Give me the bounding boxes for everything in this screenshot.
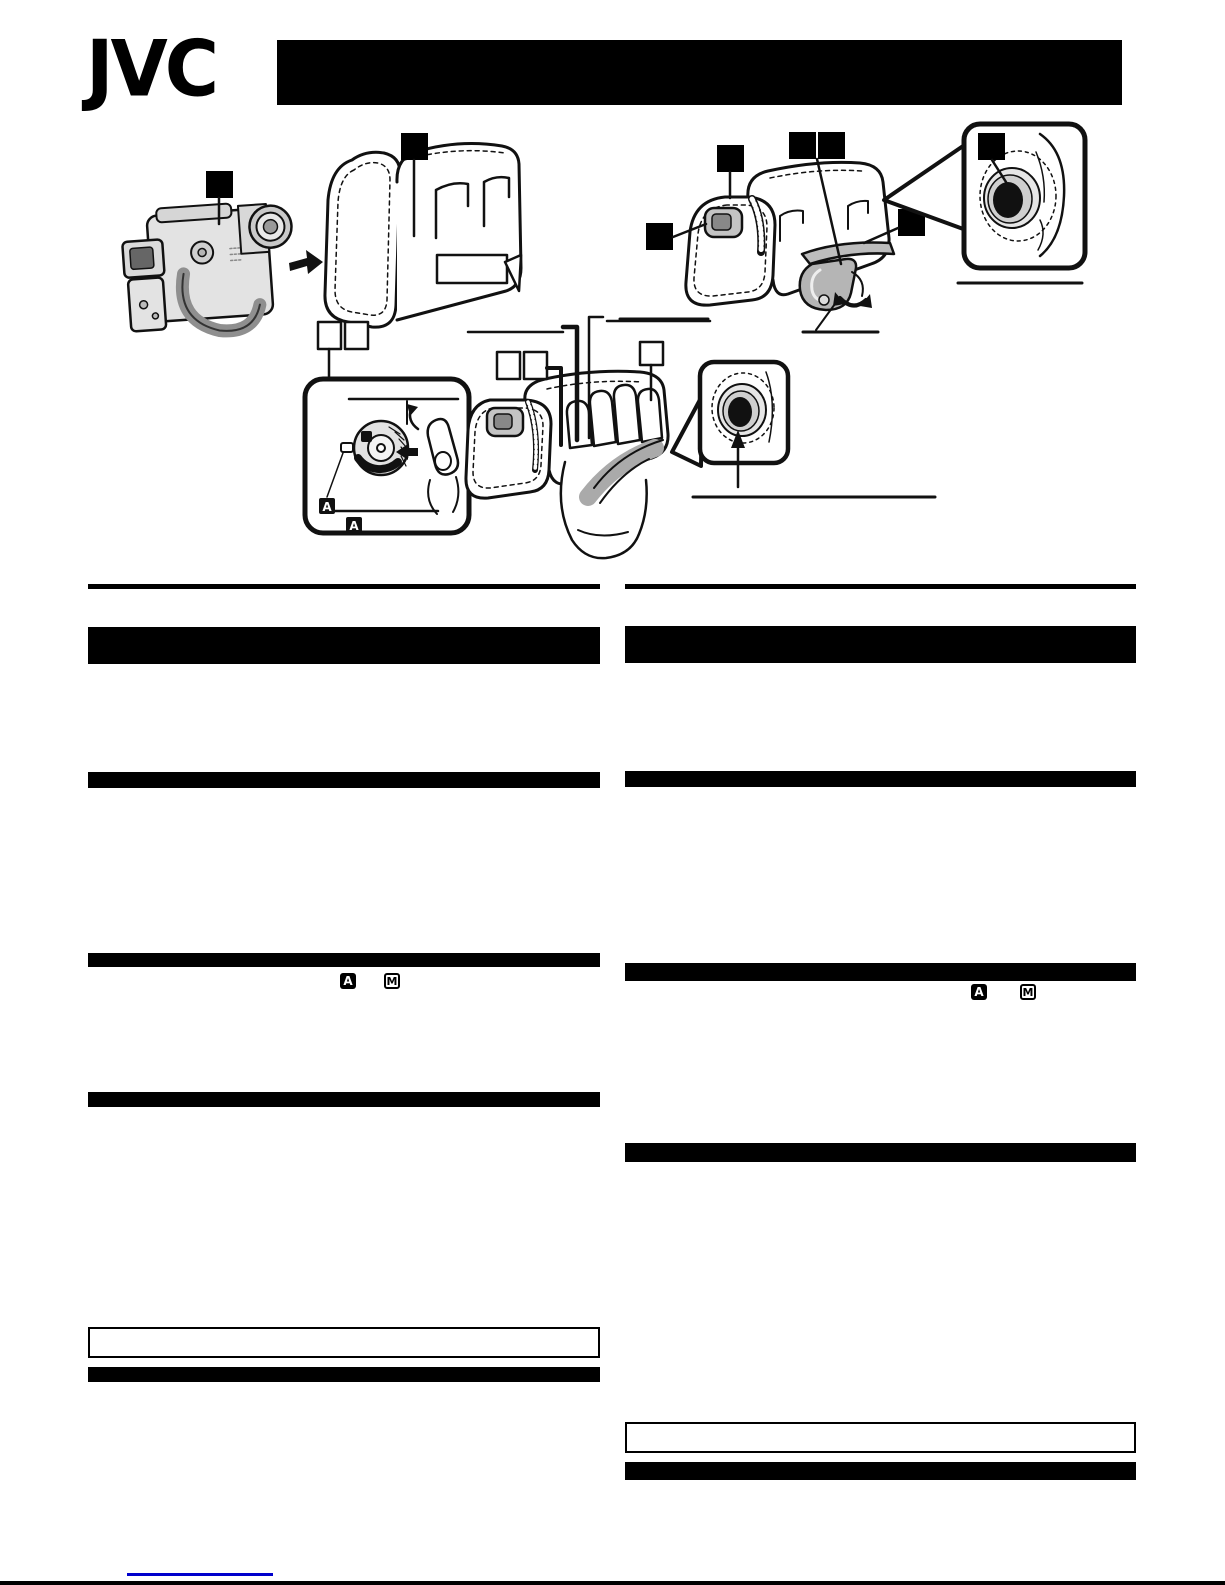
footer-link[interactable] <box>127 1573 273 1576</box>
auto-mode-icon: A <box>971 984 987 1000</box>
callout-box <box>717 145 744 172</box>
auto-mode-icon: A <box>340 973 356 989</box>
jvc-logo: JVC <box>86 23 217 115</box>
open-case <box>325 144 521 328</box>
callout-box <box>401 133 428 160</box>
callout-box-empty <box>640 342 663 365</box>
figure-hand-hold <box>466 317 935 558</box>
svg-text:A: A <box>349 519 359 533</box>
callout-box-empty <box>497 352 520 379</box>
section-bar <box>88 627 600 664</box>
lens-opening-inset <box>884 124 1085 268</box>
manual-mode-icon: M <box>1020 984 1036 1000</box>
svg-text:A: A <box>322 500 332 514</box>
section-bar <box>625 963 1136 981</box>
section-bar <box>625 1143 1136 1162</box>
callout-box <box>978 133 1005 160</box>
callout-box-empty <box>345 322 368 349</box>
title-bar <box>277 40 1122 105</box>
callout-box <box>818 132 845 159</box>
section-bar <box>625 1462 1136 1480</box>
note-box <box>625 1422 1136 1453</box>
column-rule-right <box>625 584 1136 589</box>
note-box <box>88 1327 600 1358</box>
figure-insert-camcorder <box>120 133 521 338</box>
page-bottom-rule <box>0 1581 1225 1585</box>
column-rule-left <box>88 584 600 589</box>
case-hand-strap <box>800 242 894 310</box>
section-bar <box>625 771 1136 787</box>
callout-box-empty <box>524 352 547 379</box>
instruction-figures <box>0 110 1225 580</box>
section-bar <box>88 772 600 788</box>
figure-case-closed <box>620 124 1085 332</box>
insert-direction-arrow <box>289 250 323 274</box>
section-bar <box>88 1367 600 1382</box>
callout-box-empty <box>318 322 341 349</box>
section-bar <box>88 953 600 967</box>
callout-box <box>206 171 233 198</box>
section-bar <box>88 1092 600 1107</box>
callout-box <box>646 223 673 250</box>
lens-bottom-inset <box>672 362 788 487</box>
callout-box <box>789 132 816 159</box>
section-bar <box>625 626 1136 663</box>
manual-mode-icon: M <box>384 973 400 989</box>
